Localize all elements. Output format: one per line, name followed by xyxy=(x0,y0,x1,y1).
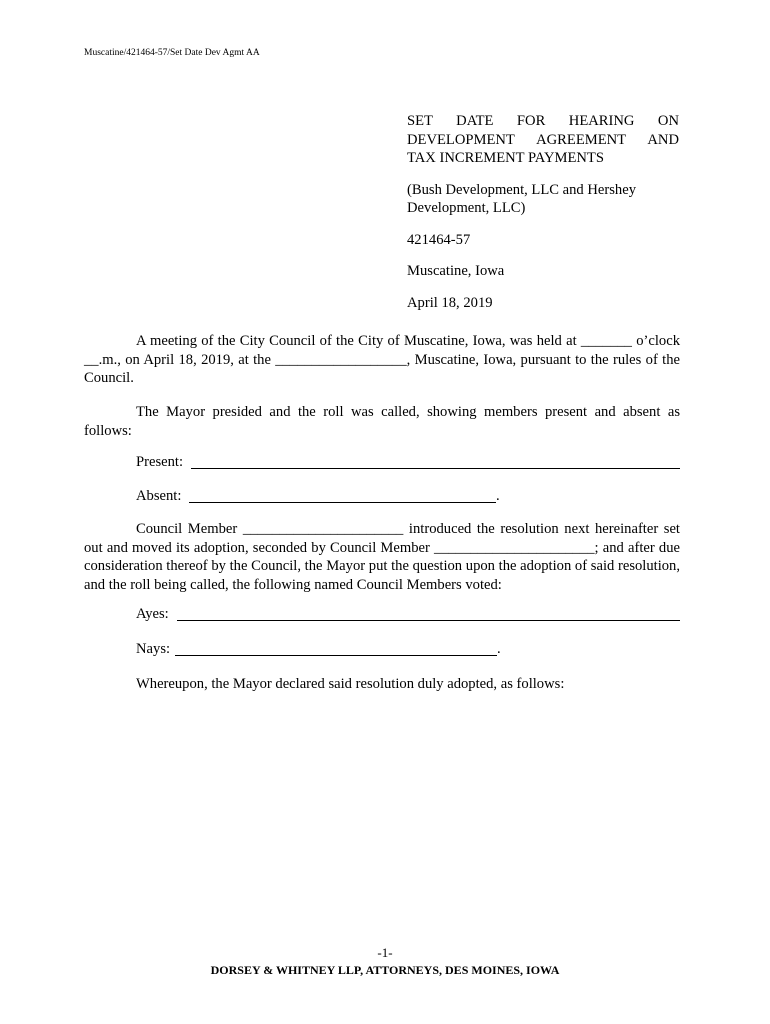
meeting-paragraph: A meeting of the City Council of the City of Muscatine, Iowa, was held at _______ o’clock __.m., on April 18, 2019, at the __________________, Muscatine, Iowa, pursuant to the rules of the Council. xyxy=(84,333,680,386)
present-blank[interactable] xyxy=(191,468,680,469)
nays-period: . xyxy=(497,641,501,657)
nays-blank[interactable] xyxy=(175,655,497,656)
file-number: 421464-57 xyxy=(407,231,471,248)
title-line-1: SET DATE FOR HEARING ON xyxy=(407,113,679,129)
parties-line-2: Development, LLC) xyxy=(407,200,526,216)
present-label: Present: xyxy=(136,454,184,470)
ayes-label: Ayes: xyxy=(136,606,169,622)
absent-label: Absent: xyxy=(136,488,182,504)
document-date: April 18, 2019 xyxy=(407,294,493,311)
title-line-3: TAX INCREMENT PAYMENTS xyxy=(407,150,604,166)
parties-line-1: (Bush Development, LLC and Hershey xyxy=(407,181,636,198)
title-line-2: DEVELOPMENT AGREEMENT AND xyxy=(407,131,679,148)
ayes-blank[interactable] xyxy=(177,620,680,621)
firm-footer: DORSEY & WHITNEY LLP, ATTORNEYS, DES MOINES, IOWA xyxy=(210,963,560,977)
nays-label: Nays: xyxy=(136,641,171,657)
roll-call-paragraph: The Mayor presided and the roll was called, showing members present and absent as follows: xyxy=(84,404,680,439)
page-number: -1- xyxy=(377,945,393,960)
document-reference: Muscatine/421464-57/Set Date Dev Agmt AA xyxy=(84,48,260,58)
title-block xyxy=(407,112,679,312)
city-name: Muscatine, Iowa xyxy=(407,263,505,279)
absent-period: . xyxy=(496,488,500,504)
resolution-paragraph: Council Member ______________________ introduced the resolution next hereinafter set out and moved its adoption, seconded by Council Member ______________________; and after due consideration thereof by the Council, the Mayor put the question upon the adoption of said resolution, and the roll being called, the following named Council Members voted: xyxy=(84,521,680,593)
whereupon-paragraph: Whereupon, the Mayor declared said resolution duly adopted, as follows: xyxy=(136,676,565,692)
absent-blank[interactable] xyxy=(189,502,496,503)
